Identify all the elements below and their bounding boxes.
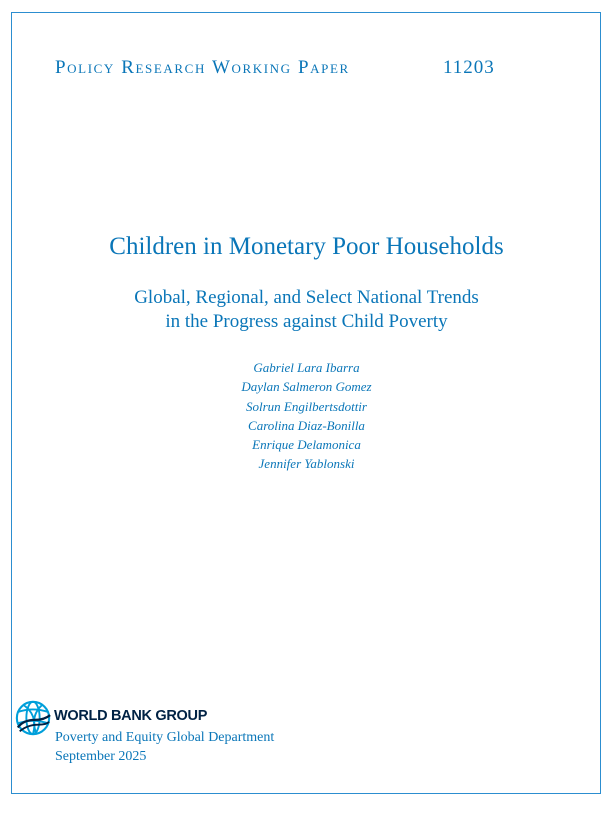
publication-date: September 2025: [55, 749, 147, 764]
globe-icon: [14, 699, 52, 737]
series-header: [55, 57, 515, 81]
author-list: [0, 358, 613, 474]
author-name: Enrique Delamonica: [252, 437, 361, 453]
author-name: Carolina Diaz-Bonilla: [248, 417, 365, 433]
world-bank-group-wordmark: WORLD BANK GROUP: [54, 708, 208, 724]
subtitle-line-2: in the Progress against Child Poverty: [165, 311, 448, 332]
paper-number: 11203: [443, 57, 495, 78]
author-name: Solrun Engilbertsdottir: [246, 398, 367, 414]
subtitle-line-1: Global, Regional, and Select National Trends: [134, 287, 479, 308]
series-name: Policy Research Working Paper: [55, 57, 350, 78]
paper-title: Children in Monetary Poor Households: [109, 233, 504, 260]
author-name: Jennifer Yablonski: [258, 456, 355, 472]
department-name: Poverty and Equity Global Department: [55, 730, 275, 745]
author-name: Gabriel Lara Ibarra: [253, 360, 360, 375]
paper-subtitle: [0, 286, 613, 334]
author-name: Daylan Salmeron Gomez: [241, 379, 372, 395]
